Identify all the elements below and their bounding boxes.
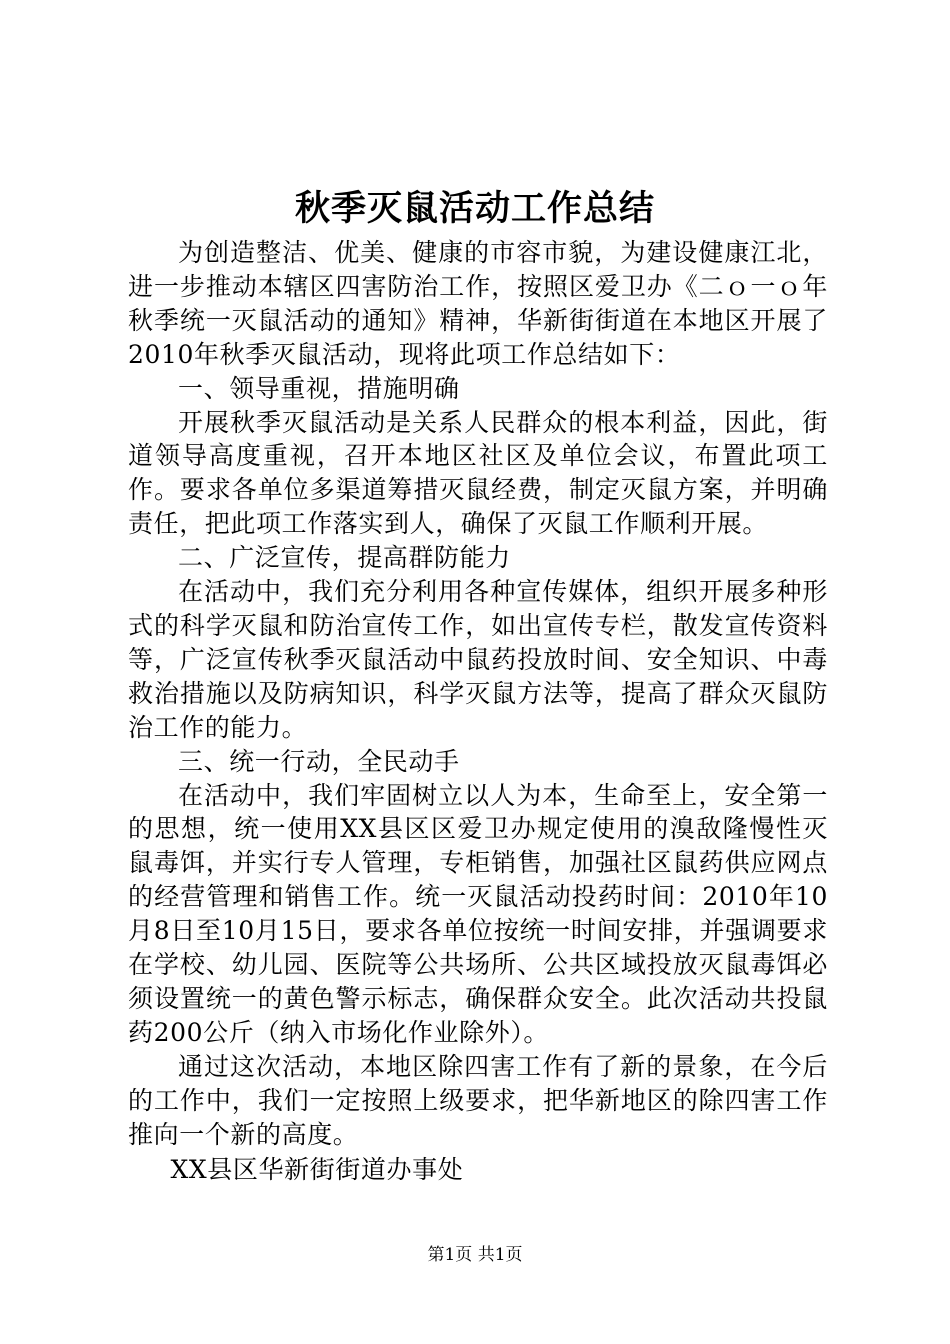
section-paragraph-1: 开展秋季灭鼠活动是关系人民群众的根本利益，因此，街道领导高度重视，召开本地区社区及单位会议，布置此项工作。要求各单位多渠道筹措灭鼠经费，制定灭鼠方案，并明确责任，把此项工作落实到人，确保了灭鼠工作顺利开展。	[128, 407, 828, 539]
section-heading-1: 一、领导重视，措施明确	[178, 373, 460, 403]
section-heading-2: 二、广泛宣传，提高群防能力	[178, 543, 511, 573]
section-heading-3: 三、统一行动，全民动手	[178, 746, 460, 776]
intro-paragraph: 为创造整洁、优美、健康的市容市貌，为建设健康江北，进一步推动本辖区四害防治工作，按照区爱卫办《二ｏ一ｏ年秋季统一灭鼠活动的通知》精神，华新街街道在本地区开展了2010年秋季灭鼠活动，现将此项工作总结如下：	[128, 238, 828, 369]
signature: XX县区华新街街道办事处	[170, 1155, 464, 1185]
document-body	[128, 236, 828, 1187]
section-paragraph-3: 在活动中，我们牢固树立以人为本，生命至上，安全第一的思想，统一使用XX县区区爱卫办规定使用的溴敌隆慢性灭鼠毒饵，并实行专人管理，专柜销售，加强社区鼠药供应网点的经营管理和销售工作。统一灭鼠活动投药时间：2010年10月8日至10月15日，要求各单位按统一时间安排，并强调要求在学校、幼儿园、医院等公共场所、公共区域投放灭鼠毒饵必须设置统一的黄色警示标志，确保群众安全。此次活动共投鼠药200公斤（纳入市场化作业除外）。	[128, 780, 828, 1047]
document-title: 秋季灭鼠活动工作总结	[294, 188, 655, 229]
section-paragraph-2: 在活动中，我们充分利用各种宣传媒体，组织开展多种形式的科学灭鼠和防治宣传工作，如出宣传专栏，散发宣传资料等，广泛宣传秋季灭鼠活动中鼠药投放时间、安全知识、中毒救治措施以及防病知识，科学灭鼠方法等，提高了群众灭鼠防治工作的能力。	[128, 577, 828, 742]
conclusion-paragraph: 通过这次活动，本地区除四害工作有了新的景象，在今后的工作中，我们一定按照上级要求，把华新地区的除四害工作推向一个新的高度。	[128, 1051, 828, 1149]
page-number-footer: 第1页 共1页	[427, 1245, 523, 1265]
